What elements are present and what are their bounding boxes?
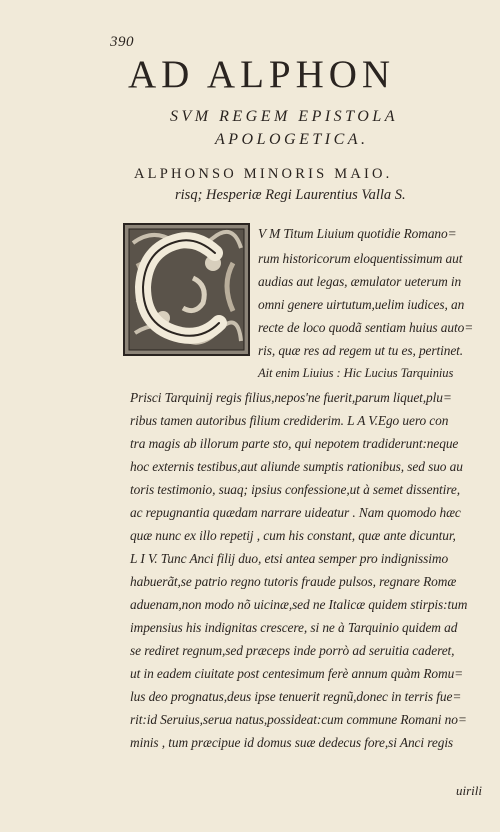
text-line: Prisci Tarquinij regis filius,nepos'ne fuerit,parum liquet,plu= — [130, 390, 452, 405]
page-number: 390 — [110, 34, 134, 50]
text-line: L I V. Tunc Anci filij duo, etsi antea semper pro indignissimo — [130, 551, 449, 566]
text-line: V M Titum Liuium quotidie Romano= — [258, 226, 457, 241]
salutation-line-1: ALPHONSO MINORIS MAIO. — [134, 166, 393, 182]
text-line: audias aut legas, æmulator ueterum in — [258, 274, 462, 289]
text-line: ac repugnantia quædam narrare uideatur . Nam quomodo hæc — [130, 505, 461, 520]
text-line: quæ nunc ex illo repetij , cum his constant, quæ ante dicuntur, — [130, 528, 456, 543]
text-line: ribus tamen autoribus filium crediderim. L A V.Ego uero con — [130, 413, 449, 428]
text-line: aduenam,non modo nõ uicinæ,sed ne Italicæ quidem stirpis:tum — [130, 597, 468, 612]
decorated-initial-c — [123, 223, 250, 356]
text-line: rum historicorum eloquentissimum aut — [258, 251, 463, 266]
text-line: toris testimonio, suaq; ipsius confessione,ut à semet dissentire, — [130, 482, 460, 497]
text-line: tra magis ab illorum parte sto, qui nepotem tradiderunt:neque — [130, 436, 459, 451]
text-line: habuerãt,se patrio regno tutoris fraude pulsos, regnare Romæ — [130, 574, 457, 589]
text-line: Ait enim Liuius : Hic Lucius Tarquinius — [258, 366, 454, 380]
salutation-line-2: risq; Hesperiæ Regi Laurentius Valla S. — [175, 187, 406, 203]
text-line: ris, quæ res ad regem ut tu es, pertinet. — [258, 343, 464, 358]
text-line: recte de loco quodã sentiam huius auto= — [258, 320, 474, 335]
subtitle-line-2: APOLOGETICA. — [215, 131, 369, 148]
catchword: uirili — [456, 783, 483, 798]
text-line: omni genere uirtutum,uelim iudices, an — [258, 297, 465, 312]
text-line: ut in eadem ciuitate post centesimum ferè annum quàm Romu= — [130, 666, 464, 681]
text-line: se rediret regnum,sed præceps inde porrò ad seruitia caderet, — [130, 643, 455, 658]
text-line: lus deo prognatus,deus ipse tenuerit regnũ,donec in terris fue= — [130, 689, 462, 704]
running-title: AD ALPHON — [128, 53, 396, 96]
text-line: minis , tum præcipue id domus suæ dedecus fore,si Anci regis — [130, 735, 454, 750]
text-line: hoc externis testibus,aut aliunde sumptis rationibus, sed suo au — [130, 459, 463, 474]
subtitle-line-1: SVM REGEM EPISTOLA — [170, 108, 399, 125]
text-line: impensius his indignitas crescere, si ne à Tarquinio quidem ad — [130, 620, 458, 635]
text-line: rit:id Seruius,serua natus,possideat:cum commune Romani no= — [130, 712, 467, 727]
